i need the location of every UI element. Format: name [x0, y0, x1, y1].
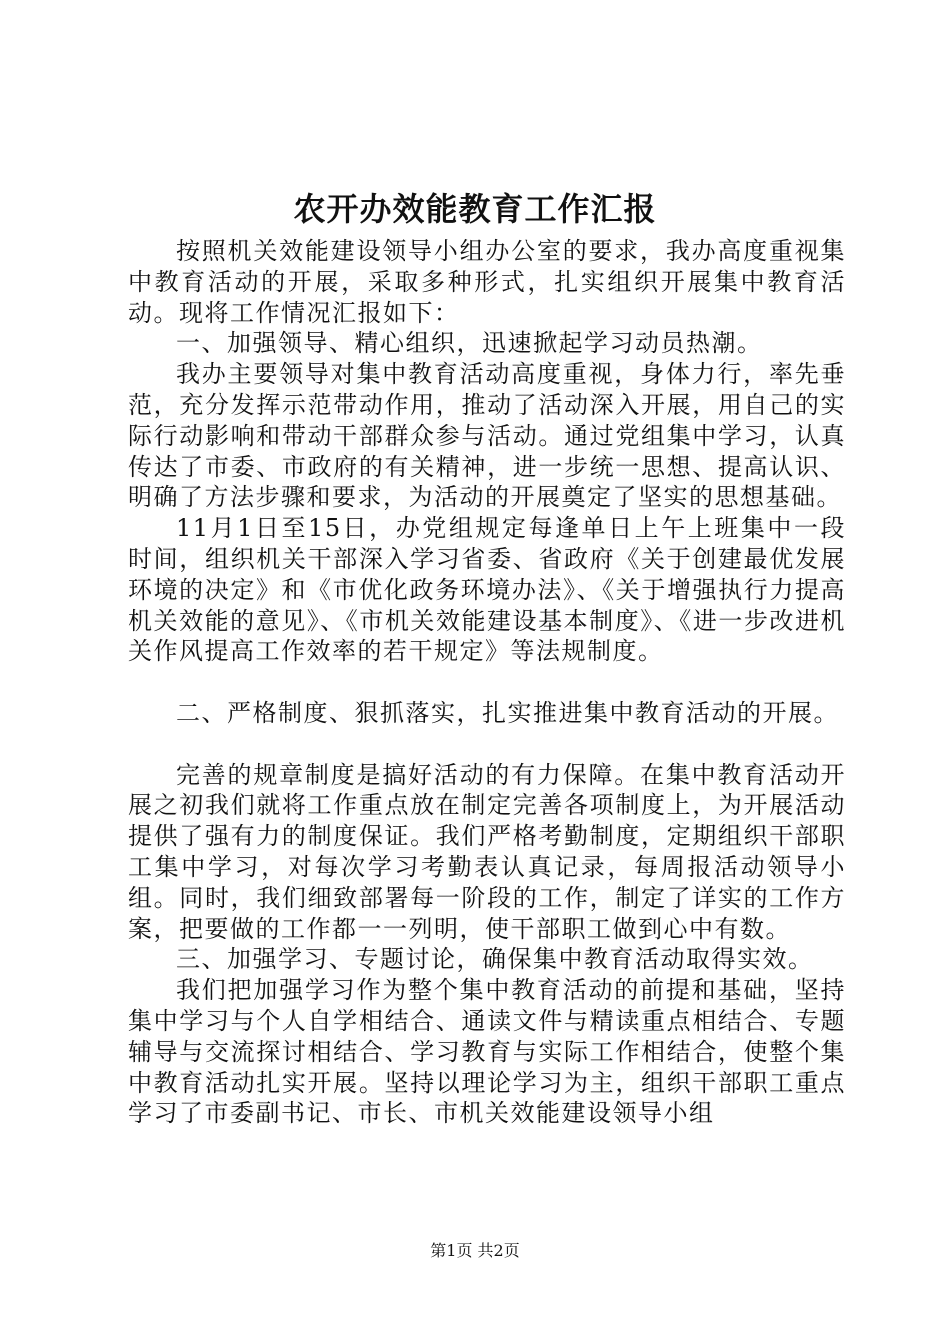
section-heading-3: 三、加强学习、专题讨论，确保集中教育活动取得实效。: [176, 945, 814, 974]
paragraph-spacer: [128, 729, 846, 760]
paragraph-learning: 我们把加强学习作为整个集中教育活动的前提和基础，坚持集中学习与个人自学相结合、通读文件与精读重点相结合、专题辅导与交流探讨相结合、学习教育与实际工作相结合，使整个集中教育活动扎实开展。坚持以理论学习为主，组织干部职工重点学习了市委副书记、市长、市机关效能建设领导小组: [128, 976, 846, 1128]
document-title: 农开办效能教育工作汇报: [293, 190, 657, 228]
section-heading-2: 二、严格制度、狠抓落实，扎实推进集中教育活动的开展。: [176, 698, 839, 727]
paragraph-spacer: [128, 667, 846, 698]
document-body: [128, 236, 846, 1129]
page-number-footer: 第1页 共2页: [430, 1241, 520, 1260]
paragraph-intro: 按照机关效能建设领导小组办公室的要求，我办高度重视集中教育活动的开展，采取多种形式，扎实组织开展集中教育活动。现将工作情况汇报如下：: [128, 237, 846, 327]
paragraph-leadership: 我办主要领导对集中教育活动高度重视，身体力行，率先垂范，充分发挥示范带动作用，推动了活动深入开展，用自己的实际行动影响和带动干部群众参与活动。通过党组集中学习，认真传达了市委、市政府的有关精神，进一步统一思想、提高认识、明确了方法步骤和要求，为活动的开展奠定了坚实的思想基础。: [128, 360, 846, 512]
section-heading-1: 一、加强领导、精心组织，迅速掀起学习动员热潮。: [176, 329, 763, 358]
paragraph-study-schedule: 11月1日至15日，办党组规定每逢单日上午上班集中一段时间，组织机关干部深入学习省委、省政府《关于创建最优发展环境的决定》和《市优化政务环境办法》、《关于增强执行力提高机关效能的意见》、《市机关效能建设基本制度》、《进一步改进机关作风提高工作效率的若干规定》等法规制度。: [128, 514, 846, 666]
paragraph-regulations: 完善的规章制度是搞好活动的有力保障。在集中教育活动开展之初我们就将工作重点放在制定完善各项制度上，为开展活动提供了强有力的制度保证。我们严格考勤制度，定期组织干部职工集中学习，对每次学习考勤表认真记录，每周报活动领导小组。同时，我们细致部署每一阶段的工作，制定了详实的工作方案，把要做的工作都一一列明，使干部职工做到心中有数。: [128, 760, 846, 943]
